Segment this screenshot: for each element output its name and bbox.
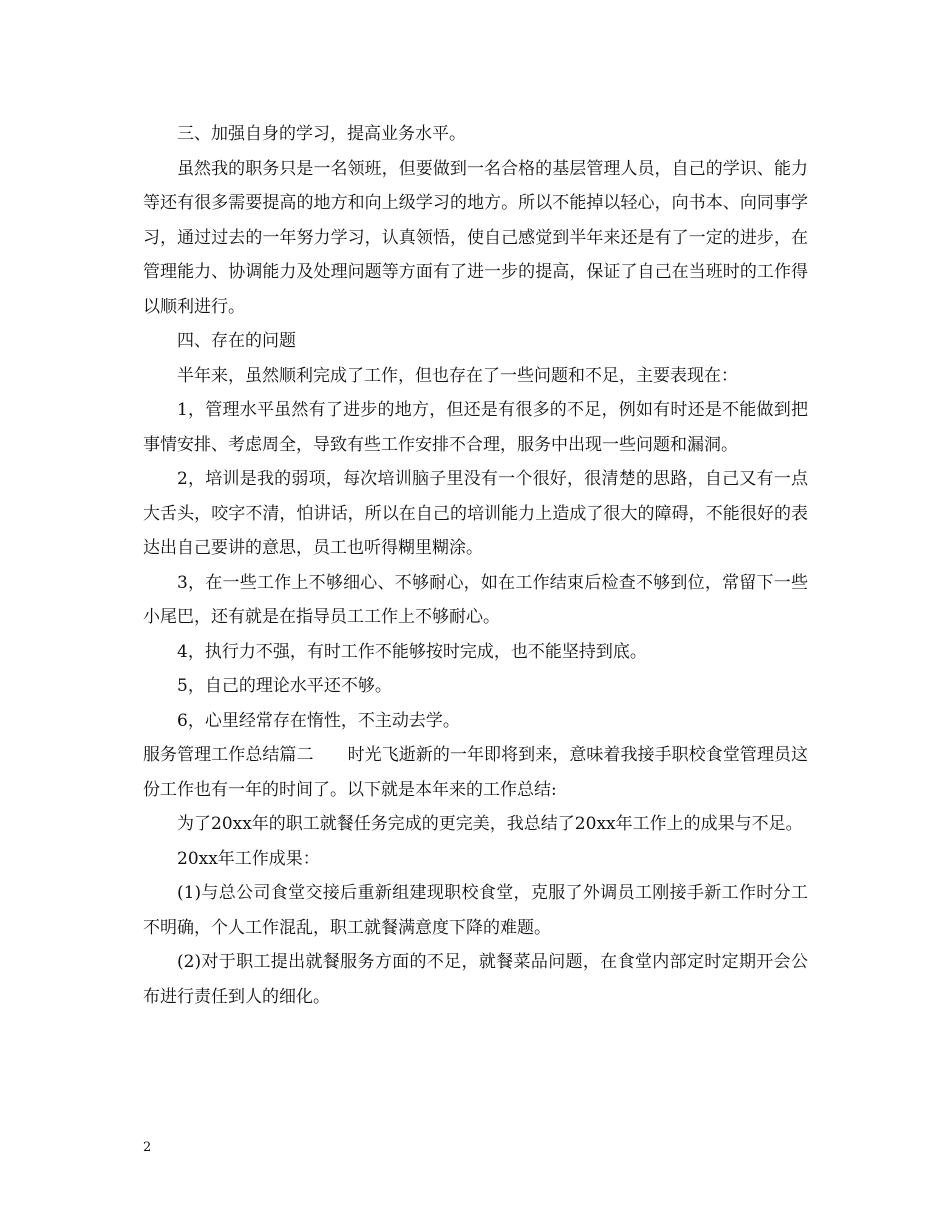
section-title-part-two: 服务管理工作总结篇二 时光飞逝新的一年即将到来，意味着我接手职校食堂管理员这份工作也有一年的时间了。以下就是本年来的工作总结:: [143, 745, 808, 800]
section-heading-3: 三、加强自身的学习，提高业务水平。: [177, 124, 466, 144]
subheading: 20xx年工作成果：: [177, 848, 320, 869]
paragraph: 为了20xx年的职工就餐任务完成的更完美，我总结了20xx年工作上的成果与不足。: [177, 814, 803, 834]
list-item: (1)与总公司食堂交接后重新组建现职校食堂，克服了外调员工刚接手新工作时分工不明确，个人工作混乱，职工就餐满意度下降的难题。: [143, 883, 808, 938]
section-heading-4: 四、存在的问题: [177, 331, 296, 351]
list-item: 3，在一些工作上不够细心、不够耐心，如在工作结束后检查不够到位，常留下一些小尾巴，还有就是在指导员工工作上不够耐心。: [143, 572, 808, 627]
list-item: 5，自己的理论水平还不够。: [177, 676, 392, 696]
list-item: 6，心里经常存在惰性，不主动去学。: [177, 710, 460, 731]
list-item: (2)对于职工提出就餐服务方面的不足，就餐菜品问题，在食堂内部定时定期开会公布进行责任到人的细化。: [143, 952, 808, 1007]
document-body: [143, 117, 808, 1014]
paragraph: 虽然我的职务只是一名领班，但要做到一名合格的基层管理人员，自己的学识、能力等还有很多需要提高的地方和向上级学习的地方。所以不能掉以轻心，向书本、向同事学习，通过过去的一年努力学习，认真领悟，使自己感觉到半年来还是有了一定的进步，在管理能力、协调能力及处理问题等方面有了进一步的提高，保证了自己在当班时的工作得以顺利进行。: [143, 158, 808, 317]
list-item: 4，执行力不强，有时工作不能够按时完成，也不能坚持到底。: [177, 641, 647, 662]
list-item: 1，管理水平虽然有了进步的地方，但还是有很多的不足，例如有时还是不能做到把事情安排、考虑周全，导致有些工作安排不合理，服务中出现一些问题和漏洞。: [143, 400, 808, 455]
page-number: 2: [143, 1140, 152, 1155]
paragraph: 半年来，虽然顺利完成了工作，但也存在了一些问题和不足，主要表现在：: [177, 365, 738, 386]
list-item: 2，培训是我的弱项，每次培训脑子里没有一个很好，很清楚的思路，自己又有一点大舌头，咬字不清，怕讲话，所以在自己的培训能力上造成了很大的障碍，不能很好的表达出自己要讲的意思，员工也听得糊里糊涂。: [143, 469, 808, 558]
